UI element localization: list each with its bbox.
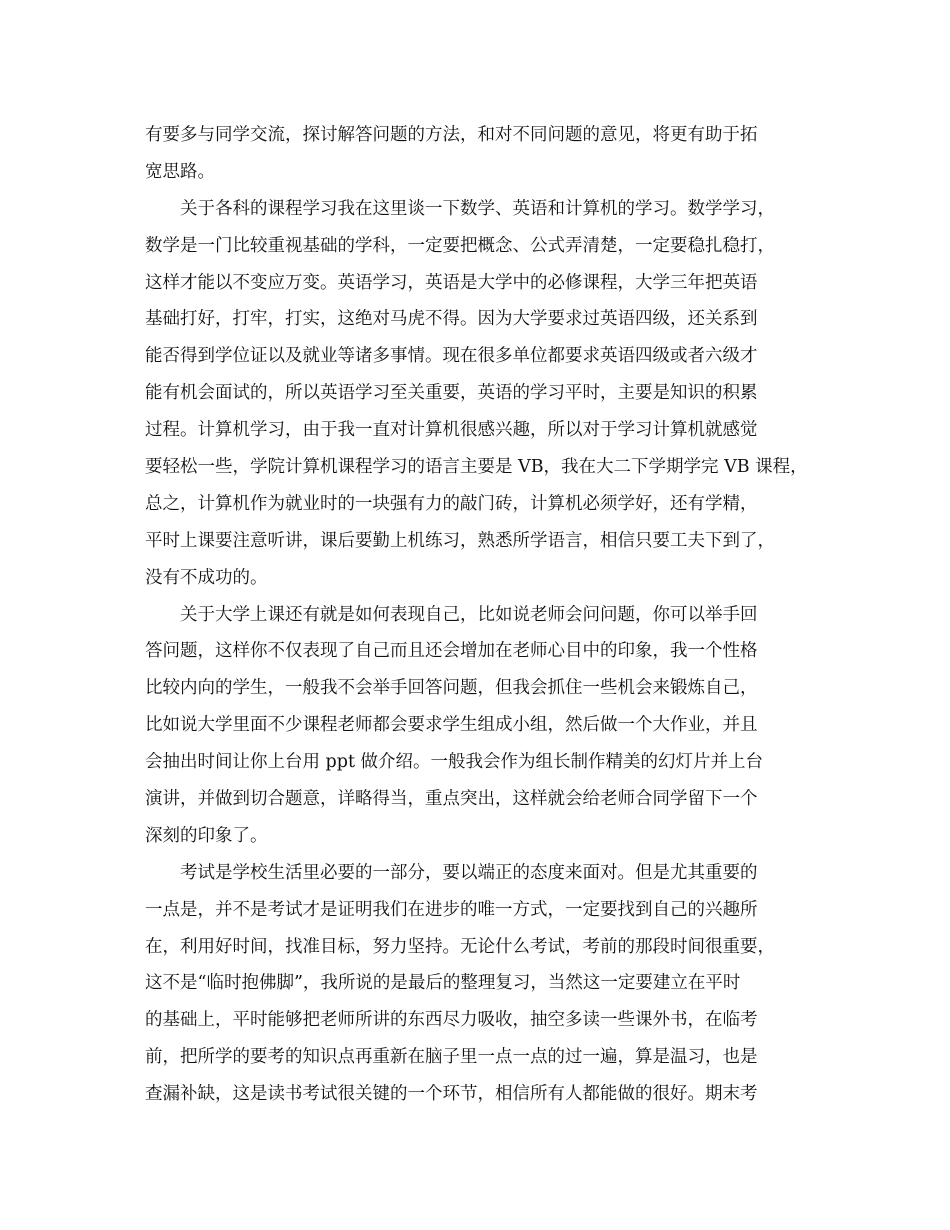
text-line: 答问题，这样你不仅表现了自己而且还会增加在老师心目中的印象，我一个性格	[145, 641, 758, 662]
text-line: 比如说大学里面不少课程老师都会要求学生组成小组，然后做一个大作业，并且	[145, 715, 758, 736]
text-line: 平时上课要注意听讲，课后要勤上机练习，熟悉所学语言，相信只要工夫下到了，	[145, 530, 775, 551]
paragraph-first-line: 关于各科的课程学习我在这里谈一下数学、英语和计算机的学习。数学学习，	[180, 198, 775, 219]
paragraph-first-line: 考试是学校生活里必要的一部分，要以端正的态度来面对。但是尤其重要的	[180, 862, 758, 883]
text-line: 能否得到学位证以及就业等诸多事情。现在很多单位都要求英语四级或者六级才	[145, 346, 758, 367]
text-line: 的基础上，平时能够把老师所讲的东西尽力吸收，抽空多读一些课外书，在临考	[145, 1010, 758, 1031]
text-line: 能有机会面试的，所以英语学习至关重要，英语的学习平时，主要是知识的积累	[145, 383, 758, 404]
text-line: 深刻的印象了。	[145, 825, 268, 846]
text-line: 总之，计算机作为就业时的一块强有力的敲门砖，计算机必须学好，还有学精，	[145, 493, 758, 514]
text-line: 查漏补缺，这是读书考试很关键的一个环节，相信所有人都能做的很好。期末考	[145, 1084, 758, 1105]
text-line: 数学是一门比较重视基础的学科，一定要把概念、公式弄清楚，一定要稳扎稳打，	[145, 235, 775, 256]
text-line: 过程。计算机学习，由于我一直对计算机很感兴趣，所以对于学习计算机就感觉	[145, 420, 758, 441]
body-text	[145, 117, 825, 1113]
text-line: 这样才能以不变应万变。英语学习，英语是大学中的必修课程，大学三年把英语	[145, 272, 758, 293]
text-line: 要轻松一些，学院计算机课程学习的语言主要是 VB，我在大二下学期学完 VB 课程，	[145, 457, 808, 478]
text-line: 在，利用好时间，找准目标，努力坚持。无论什么考试，考前的那段时间很重要，	[145, 936, 775, 957]
text-line: 宽思路。	[145, 161, 215, 182]
text-line: 这不是“临时抱佛脚”，我所说的是最后的整理复习，当然这一定要建立在平时	[145, 973, 741, 994]
text-line: 没有不成功的。	[145, 567, 268, 588]
text-line: 基础打好，打牢，打实，这绝对马虎不得。因为大学要求过英语四级，还关系到	[145, 309, 758, 330]
text-line: 演讲，并做到切合题意，详略得当，重点突出，这样就会给老师合同学留下一个	[145, 789, 758, 810]
paragraph-first-line: 关于大学上课还有就是如何表现自己，比如说老师会问问题，你可以举手回	[180, 604, 758, 625]
text-line: 会抽出时间让你上台用 ppt 做介绍。一般我会作为组长制作精美的幻灯片并上台	[145, 752, 764, 773]
text-line: 一点是，并不是考试才是证明我们在进步的唯一方式，一定要找到自己的兴趣所	[145, 899, 758, 920]
text-line: 有要多与同学交流，探讨解答问题的方法，和对不同问题的意见，将更有助于拓	[145, 125, 758, 145]
text-line: 前，把所学的要考的知识点再重新在脑子里一点一点的过一遍，算是温习，也是	[145, 1047, 758, 1068]
text-line: 比较内向的学生，一般我不会举手回答问题，但我会抓住一些机会来锻炼自己，	[145, 678, 758, 699]
